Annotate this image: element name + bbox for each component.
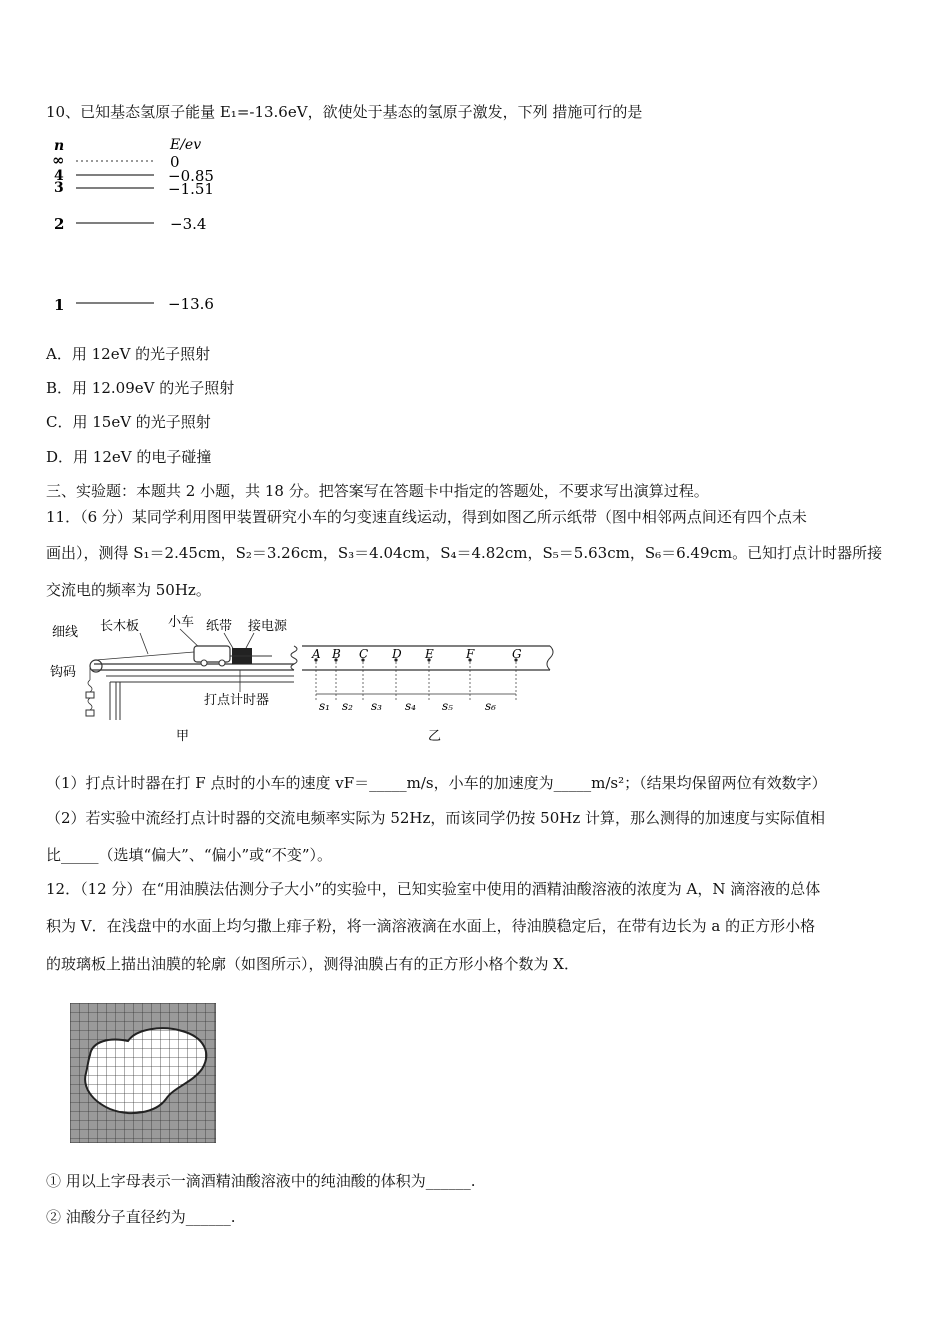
label-cart: 小车 [168,615,195,630]
q10-option-c: C．用 15eV 的光子照射 [46,413,211,431]
q11-line1: 11．（6 分）某同学利用图甲装置研究小车的匀变速直线运动，得到如图乙所示纸带（图中相邻两点间还有四个点未 [46,508,807,526]
segment-s5: s₅ [442,699,453,713]
label-hook: 钩码 [50,665,77,680]
q11-sub1: （1）打点计时器在打 F 点时的小车的速度 vF＝_____m/s，小车的加速度为_____m/s²；（结果均保留两位有效数字） [46,774,827,792]
level-n-3: 3 [54,180,64,196]
q12-line1: 12．（12 分）在“用油膜法估测分子大小”的实验中，已知实验室中使用的酒精油酸溶液的浓度为 A，N 滴溶液的总体 [46,880,821,898]
level-n-2: 2 [54,215,65,233]
caption-yi: 乙 [428,729,442,744]
q12-line2: 积为 V．在浅盘中的水面上均匀撒上痱子粉，将一滴溶液滴在水面上，待油膜稳定后，在带有边长为 a 的正方形小格 [46,917,816,935]
q11-line3: 交流电的频率为 50Hz。 [46,581,211,599]
level-n-1: 1 [54,296,65,314]
level-e-3: −1.51 [168,180,214,198]
q12-question1: ① 用以上字母表示一滴酒精油酸溶液中的纯油酸的体积为______. [46,1172,476,1190]
segment-s2: s₂ [342,699,353,713]
q11-sub2-line1: （2）若实验中流经打点计时器的交流电频率实际为 52Hz，而该同学仍按 50Hz 计算，那么测得的加速度与实际值相 [46,809,825,827]
q12-question2: ② 油酸分子直径约为______. [46,1208,236,1226]
tape-point-c: C [359,647,369,661]
level-e-4: −0.85 [168,167,214,185]
tape-point-g: G [512,647,522,661]
label-board: 长木板 [100,619,140,634]
q11-sub2-line2: 比_____（选填“偏大”、“偏小”或“不变”）。 [46,846,333,864]
q10-option-d: D．用 12eV 的电子碰撞 [46,448,212,466]
segment-s1: s₁ [319,699,330,713]
tape-point-e: E [425,647,434,661]
level-e-1: −13.6 [168,295,214,313]
q10-stem: 10、已知基态氢原子能量 E₁=-13.6eV，欲使处于基态的氢原子激发，下列 措施可行的是 [46,103,643,121]
oil-film-grid-figure [70,1003,216,1143]
segment-s3: s₃ [371,699,382,713]
level-e-inf: 0 [170,153,180,171]
tape-point-b: B [332,647,341,661]
q11-line2: 画出），测得 S₁＝2.45cm，S₂＝3.26cm，S₃＝4.04cm，S₄＝4.82cm，S₅＝5.63cm，S₆＝6.49cm。已知打点计时器所接 [46,544,883,562]
segment-s4: s₄ [405,699,416,713]
q12-line3: 的玻璃板上描出油膜的轮廓（如图所示），测得油膜占有的正方形小格个数为 X． [46,955,579,973]
e-axis-header: E/ev [170,137,202,153]
n-axis-header: n [54,138,65,154]
q11-apparatus-figure [44,612,564,747]
energy-level-diagram [46,136,246,321]
tape-point-d: D [392,647,402,661]
caption-jia: 甲 [176,729,190,744]
label-power: 接电源 [248,619,288,634]
label-thread: 细线 [52,625,79,640]
q10-option-b: B．用 12.09eV 的光子照射 [46,379,235,397]
q10-option-a: A．用 12eV 的光子照射 [46,345,211,363]
level-e-2: −3.4 [170,215,207,233]
tape-point-a: A [312,647,321,661]
level-n-inf: ∞ [52,151,65,169]
level-n-4: 4 [54,168,64,184]
label-timer: 打点计时器 [204,693,270,708]
section3-heading: 三、实验题：本题共 2 小题，共 18 分。把答案写在答题卡中指定的答题处，不要求写出演算过程。 [46,482,709,500]
segment-s6: s₆ [485,699,496,713]
tape-point-f: F [466,647,475,661]
label-tape: 纸带 [206,619,233,634]
